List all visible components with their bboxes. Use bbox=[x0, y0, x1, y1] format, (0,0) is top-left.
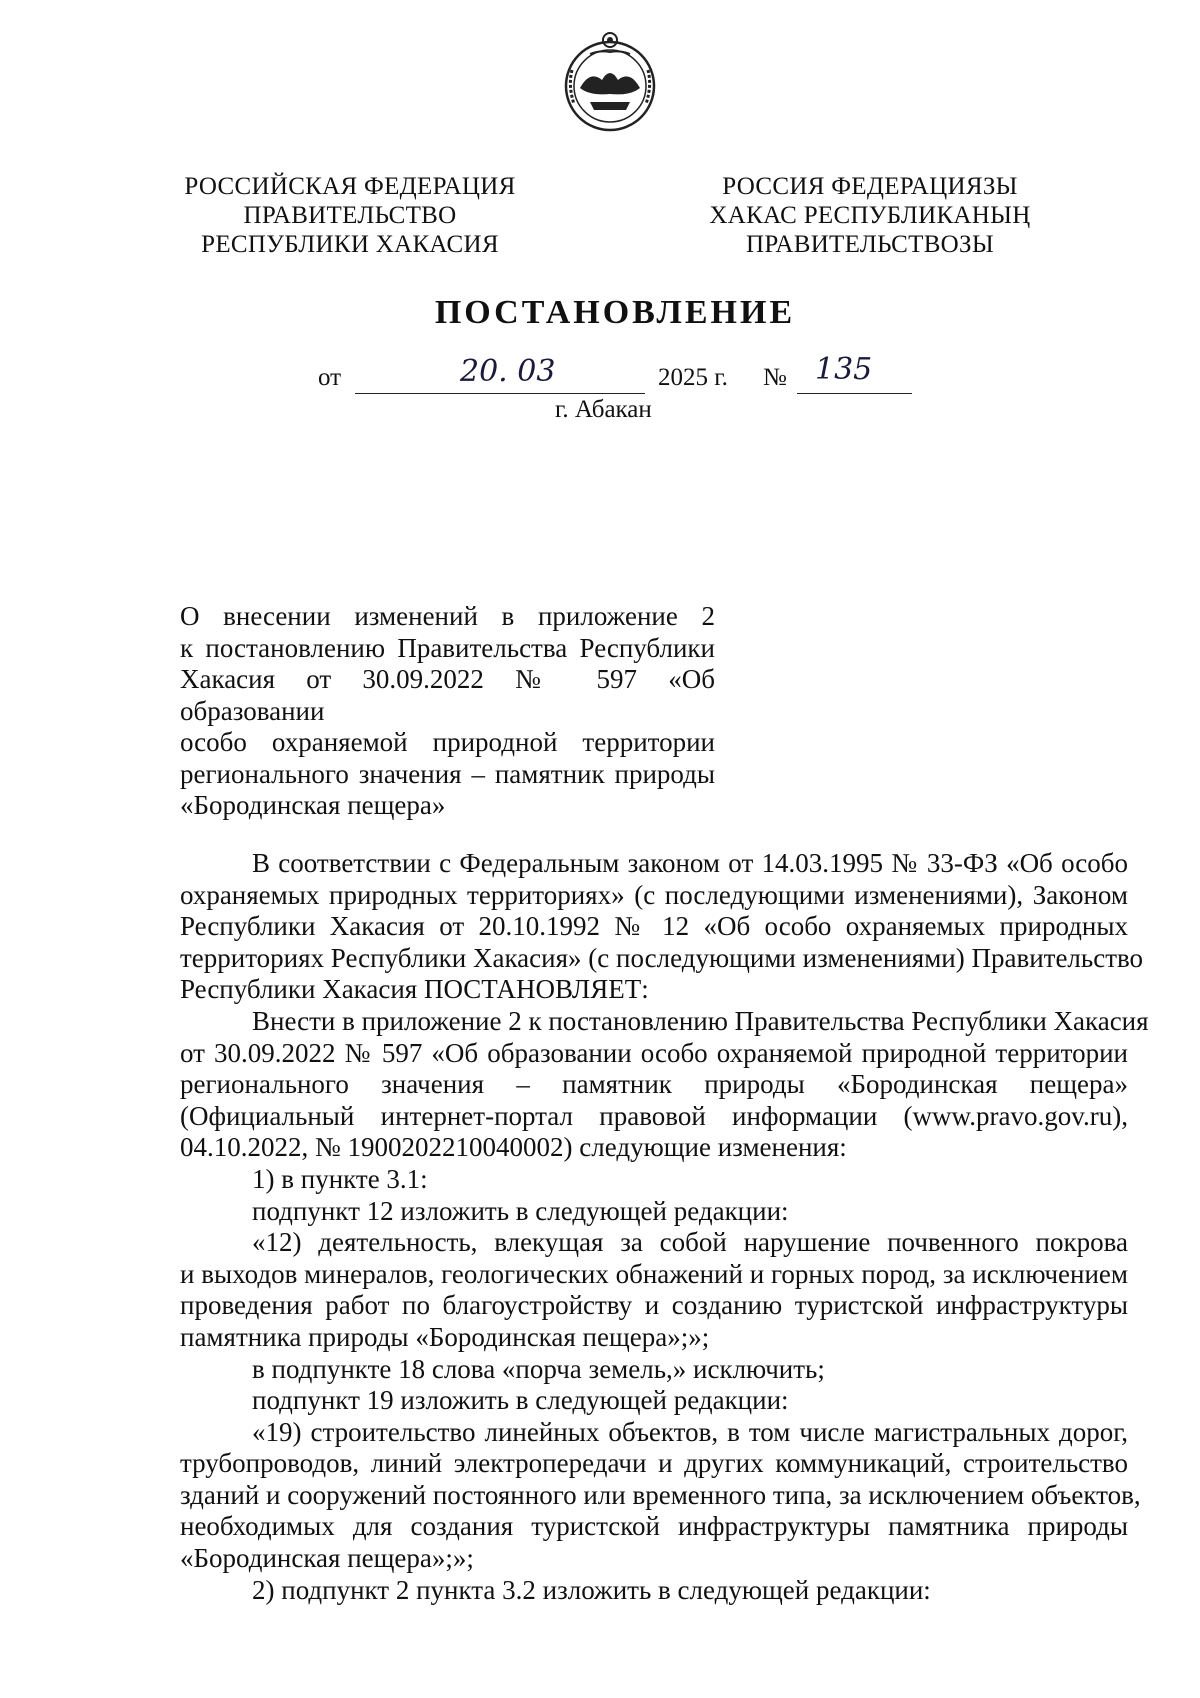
document-body bbox=[180, 848, 1149, 1606]
body-line: (Официальный интернет-портал правовой информации (www.pravo.gov.ru), bbox=[180, 1100, 1128, 1131]
subject-line: особо охраняемой природной территории bbox=[180, 727, 715, 757]
coat-of-arms-emblem bbox=[560, 30, 660, 138]
body-line: территориях Республики Хакасия» (с последующими изменениями) Правительство bbox=[180, 942, 1144, 973]
header-left-line: РЕСПУБЛИКИ ХАКАСИЯ bbox=[201, 231, 499, 258]
body-line: «19) строительство линейных объектов, в том числе магистральных дорог, bbox=[252, 1416, 1128, 1447]
subject-line: к постановлению Правительства Республики bbox=[180, 632, 715, 663]
body-line: «12) деятельность, влекущая за собой нарушение почвенного покрова bbox=[252, 1227, 1128, 1258]
subject-line: Хакасия от 30.09.2022 № 597 «Об образовании bbox=[180, 664, 715, 726]
city-name: г. Абакан bbox=[555, 396, 652, 423]
handwritten-date: 20. 03 bbox=[460, 354, 556, 389]
body-line: подпункт 19 изложить в следующей редакции: bbox=[252, 1385, 789, 1416]
subject-line: «Бородинская пещера» bbox=[180, 790, 446, 820]
date-underline bbox=[355, 393, 645, 394]
body-line: 04.10.2022, № 1900202210040002) следующие изменения: bbox=[180, 1132, 847, 1163]
body-line: в подпункте 18 слова «порча земель,» исключить; bbox=[252, 1353, 825, 1384]
body-line: трубопроводов, линий электропередачи и других коммуникаций, строительство bbox=[180, 1448, 1128, 1479]
body-line: необходимых для создания туристской инфраструктуры памятника природы bbox=[180, 1511, 1128, 1542]
document-title: ПОСТАНОВЛЕНИЕ bbox=[434, 294, 796, 331]
header-right-line: РОССИЯ ФЕДЕРАЦИЯЗЫ bbox=[722, 173, 1018, 200]
body-line: Республики Хакасия ПОСТАНОВЛЯЕТ: bbox=[180, 974, 649, 1005]
handwritten-number: 135 bbox=[815, 352, 873, 387]
header-left-line: ПРАВИТЕЛЬСТВО bbox=[243, 202, 457, 229]
header-right-line: ПРАВИТЕЛЬСТВОЗЫ bbox=[746, 231, 994, 258]
header-right-line: ХАКАС РЕСПУБЛИКАНЫҢ bbox=[709, 202, 1031, 229]
date-year: 2025 г. bbox=[658, 364, 728, 391]
body-line: зданий и сооружений постоянного или временного типа, за исключением объектов, bbox=[180, 1479, 1141, 1510]
subject-line: О внесении изменений в приложение 2 bbox=[180, 601, 715, 631]
subject-line: регионального значения – памятник природы bbox=[180, 758, 715, 789]
body-line: «Бородинская пещера»;»; bbox=[180, 1543, 474, 1574]
body-line: охраняемых природных территориях» (с последующими изменениями), Законом bbox=[180, 879, 1128, 910]
header-left-line: РОССИЙСКАЯ ФЕДЕРАЦИЯ bbox=[184, 173, 516, 200]
subject-block bbox=[180, 601, 715, 822]
body-line: В соответствии с Федеральным законом от 14.03.1995 № 33-ФЗ «Об особо bbox=[252, 848, 1128, 878]
body-line: проведения работ по благоустройству и созданию туристской инфраструктуры bbox=[180, 1290, 1128, 1321]
date-number-line bbox=[0, 352, 1200, 396]
body-line: 1) в пункте 3.1: bbox=[252, 1163, 428, 1194]
date-prefix: от bbox=[318, 364, 342, 391]
body-line: Республики Хакасия от 20.10.1992 № 12 «Об особо охраняемых природных bbox=[180, 911, 1128, 942]
body-line: Внести в приложение 2 к постановлению Правительства Республики Хакасия bbox=[252, 1005, 1149, 1036]
number-underline bbox=[797, 393, 912, 394]
header-left-block bbox=[170, 172, 530, 259]
header-right-block bbox=[690, 172, 1050, 259]
body-line: регионального значения – памятник природы «Бородинская пещера» bbox=[180, 1069, 1128, 1100]
body-line: 2) подпункт 2 пункта 3.2 изложить в следующей редакции: bbox=[252, 1574, 931, 1605]
body-line: подпункт 12 изложить в следующей редакции: bbox=[252, 1195, 789, 1226]
body-line: и выходов минералов, геологических обнажений и горных пород, за исключением bbox=[180, 1258, 1128, 1289]
body-line: памятника природы «Бородинская пещера»;»; bbox=[180, 1321, 710, 1352]
body-line: от 30.09.2022 № 597 «Об образовании особо охраняемой природной территории bbox=[180, 1037, 1128, 1068]
number-sign: № bbox=[763, 364, 787, 391]
